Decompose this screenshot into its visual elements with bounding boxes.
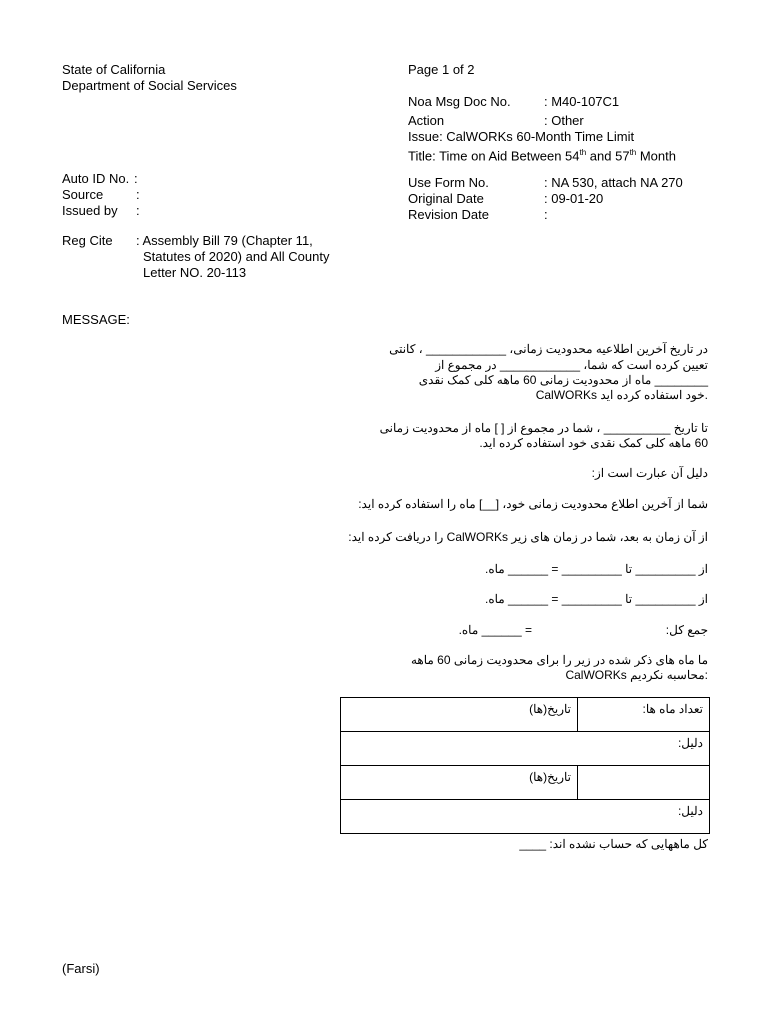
farsi-last-notice-line: شما از آخرین اطلاع محدودیت زمانی خود، [__] ماه را استفاده کرده اید:: [358, 497, 708, 511]
farsi-p1-line-4: CalWORKs خود استفاده کرده اید.: [535, 388, 708, 402]
reg-cite-line-1: : Assembly Bill 79 (Chapter 11,: [136, 233, 313, 248]
farsi-not-counted-line-1: ما ماه های ذکر شده در زیر را برای محدودیت زمانی 60 ماهه: [410, 653, 708, 667]
auto-id-colon: :: [134, 171, 138, 186]
farsi-period-line-1: از _________ تا _________ = ______ ماه.: [484, 562, 708, 576]
farsi-uncounted-total: کل ماههایی که حساب نشده اند: ____: [519, 837, 708, 851]
dates-cell: تاریخ(ها): [341, 766, 578, 800]
action-row: [408, 113, 584, 129]
issue-line: Issue: CalWORKs 60-Month Time Limit: [408, 129, 635, 144]
reg-cite-line-2: Statutes of 2020) and All County: [143, 249, 330, 264]
farsi-p1-line-2: تعیین کرده است که شما، ____________ در مجموع از: [435, 358, 708, 372]
title-sup-2: th: [629, 148, 637, 157]
department-name: Department of Social Services: [62, 78, 237, 93]
revision-date-row: [408, 207, 548, 223]
title-sup-1: th: [579, 148, 587, 157]
auto-id-label: Auto ID No.: [62, 171, 130, 186]
farsi-p1-line-1: در تاریخ آخرین اطلاعیه محدودیت زمانی، ____________ ، کانتی: [389, 342, 708, 356]
title-text-2: and 57: [586, 148, 630, 164]
excluded-months-table: [340, 697, 710, 834]
title-line: [408, 145, 676, 164]
farsi-total-label: جمع کل:: [665, 623, 708, 637]
title-text-1: Title: Time on Aid Between 54: [408, 148, 580, 164]
use-form-row: [408, 175, 683, 191]
revision-date-value: :: [544, 207, 548, 222]
source-colon: :: [136, 187, 140, 202]
revision-date-label: Revision Date: [408, 207, 489, 222]
issued-by-colon: :: [136, 203, 140, 218]
farsi-since-line: از آن زمان به بعد، شما در زمان های زیر CalWORKs را دریافت کرده اید:: [348, 530, 708, 544]
noa-doc-row: [408, 94, 620, 110]
original-date-label: Original Date: [408, 191, 484, 206]
table-row: [341, 698, 710, 732]
state-name: State of California: [62, 62, 166, 77]
table-row: [341, 732, 710, 766]
farsi-not-counted-line-2: CalWORKs محاسبه نکردیم:: [565, 668, 708, 682]
reason-cell: دلیل:: [341, 800, 710, 834]
farsi-p1-line-3: ________ ماه از محدودیت زمانی 60 ماهه کلی کمک نقدی: [418, 373, 708, 387]
noa-doc-label: Noa Msg Doc No.: [408, 94, 511, 109]
use-form-label: Use Form No.: [408, 175, 489, 190]
farsi-reason-line: دلیل آن عبارت است از:: [591, 466, 708, 480]
months-count-cell-empty: [578, 766, 710, 800]
farsi-total-value: = ______ ماه.: [458, 623, 532, 637]
noa-doc-value: : M40-107C1: [544, 94, 620, 109]
reg-cite-line-3: Letter NO. 20-113: [143, 265, 247, 280]
source-label: Source: [62, 187, 104, 202]
reg-cite-label: Reg Cite: [62, 233, 113, 248]
farsi-p2-line-1: تا تاریخ __________ ، شما در مجموع از [ ] ماه از محدودیت زمانی: [379, 421, 708, 435]
source-row: [62, 187, 140, 203]
page-number: Page 1 of 2: [408, 62, 475, 77]
action-label: Action: [408, 113, 445, 128]
table-row: [341, 766, 710, 800]
original-date-row: [408, 191, 604, 207]
reason-cell: دلیل:: [341, 732, 710, 766]
original-date-value: : 09-01-20: [544, 191, 604, 206]
message-label: MESSAGE:: [62, 312, 130, 327]
farsi-p2-line-2: 60 ماهه کلی کمک نقدی خود استفاده کرده اید.: [479, 436, 708, 450]
use-form-value: : NA 530, attach NA 270: [544, 175, 683, 190]
dates-cell: تاریخ(ها): [341, 698, 578, 732]
months-count-cell: تعداد ماه ها:: [578, 698, 710, 732]
issued-by-row: [62, 203, 140, 219]
language-footer: (Farsi): [62, 961, 100, 976]
title-text-3: Month: [636, 148, 676, 164]
auto-id-row: [62, 171, 138, 187]
action-value: : Other: [544, 113, 584, 128]
issued-by-label: Issued by: [62, 203, 118, 218]
farsi-period-line-2: از _________ تا _________ = ______ ماه.: [484, 592, 708, 606]
table-row: [341, 800, 710, 834]
